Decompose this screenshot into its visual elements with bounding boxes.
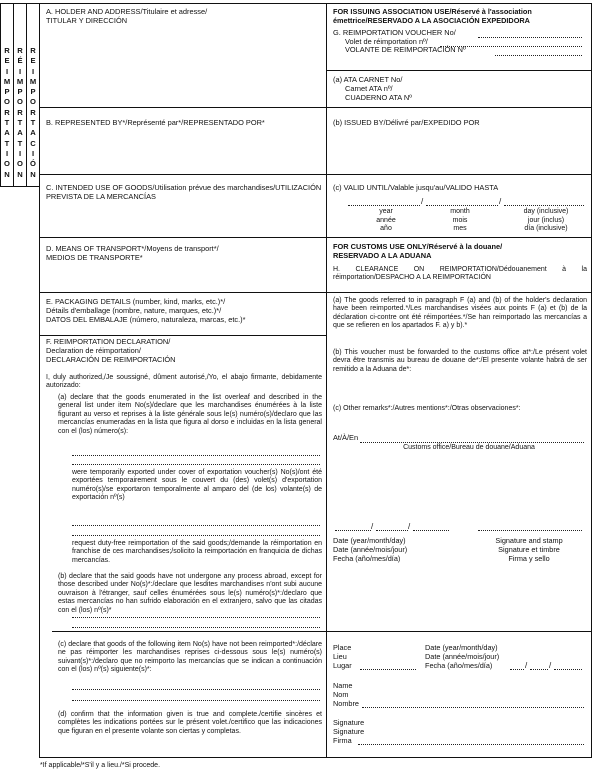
declaration-a-item-field-2[interactable] [72,464,320,465]
place-label: Place Lieu Lugar [333,643,352,671]
valid-until-label: (c) VALID UNTIL/Valable jusqu'au/VALIDO HASTA [333,183,499,192]
separator-valid-customs [326,237,591,238]
valid-day-field[interactable] [504,205,584,206]
declaration-item-c: (c) declare that goods of the following item No(s) have not been reimported*:/déclare ne pas réimporter les marchandises reprises ci-dessous sous le(s) numéro(s) suivant(s)*:/declaro que no reimporto las mercancías que se indican a continuación con el (los) nº(s) siguiente(s)*: [58,641,322,674]
declaration-item-b: (b) declare that the said goods have not undergone any process abroad, except for those described under No(s)*:/declare que lesdites marchandises n'ont subi aucune ouvraison à l'étranger, sauf celles énumérées sous le(s) numéro(s)*:/declaro que estas mercancías no han sufrido elaboración en el extranjero, salvo que las citadas con el (los) nº(s)* [58,573,322,614]
separator-b-c [39,174,326,175]
separator-customs-holder [326,631,591,632]
name-label: Name Nom Nombre [333,681,359,709]
clearance-item-c: (c) Other remarks*:/Autres mentions*:/Otras observaciones*: [333,405,521,412]
customs-signature-caption: Signature and stamp Signature et timbre Firma y sello [495,536,563,564]
separator-a-issued [326,107,591,108]
holder-date-year-field[interactable] [510,669,524,670]
customs-date-month-field[interactable] [376,530,408,531]
side-bottom-border [0,186,39,187]
separator-f-b-c [52,631,326,632]
customs-date-day-field[interactable] [413,530,449,531]
clearance-item-b: (b) This voucher must be forwarded to the customs office at*:/Le présent volet devra être transmis au bureau de douane de*:/El presente volante habrá de ser remitido a la Aduana de*: [333,349,587,373]
column-divider [326,3,327,757]
customs-use-header: FOR CUSTOMS USE ONLY/Réservé à la douane/ RESERVADO A LA ADUANA [333,242,503,260]
valid-day-caption: day (inclusive) jour (inclus) día (inclusive) [523,208,569,233]
box-d-transport-title: D. MEANS OF TRANSPORT*/Moyens de transport*/ MEDIOS DE TRANSPORTE* [46,244,219,262]
form-bottom-border [39,757,592,758]
box-c-intended-use-title: C. INTENDED USE OF GOODS/Utilisation prévue des marchandises/UTILIZACIÓN PREVISTA DE LA MERCANCÍAS [46,183,322,201]
form-top-border [39,3,591,4]
customs-date-caption: Date (year/month/day) Date (année/mois/jour) Fecha (año/mes/día) [333,536,408,564]
footnote: *If applicable/*S'il y a lieu./*Si procede. [40,762,161,769]
side-top-border [0,3,39,4]
declaration-item-a: (a) declare that the goods enumerated in the list overleaf and described in the general list under item No(s)/declare que les marchandises énumérées à la liste figurant au verso et reprises à la liste générale sous le(s) numéro(s)/declaro que las mercancías enumeradas en la lista que figura al dorso e incluidas en la lista general con el (los) número(s): [58,394,322,435]
separator-a-b [39,107,326,108]
customs-date-year-field[interactable] [335,530,371,531]
ata-carnet-label-es: CUADERNO ATA Nº [345,93,412,102]
place-field[interactable] [360,669,416,670]
holder-date-slash-1: / [525,661,528,670]
valid-year-caption: year année año [376,208,396,233]
separator-d-e [39,292,326,293]
declaration-intro: I, duly authorized,/Je soussigné, dûment autorisé,/Yo, el abajo firmante, debidamente autorizado: [46,374,322,390]
voucher-number-field-2[interactable] [440,46,582,47]
declaration-a-voucher-field-2[interactable] [72,535,320,536]
customs-signature-field[interactable] [478,530,582,531]
name-field[interactable] [362,707,584,708]
separator-c-d [39,237,326,238]
voucher-number-label-es: VOLANTE DE REIMPORTACIÓN Nº [345,45,466,54]
valid-year-field[interactable] [348,205,420,206]
form-left-border [39,3,40,757]
side-left-border [0,3,1,186]
box-e-packaging-title: E. PACKAGING DETAILS (number, kind, marks, etc.)*/ Détails d'emballage (nombre, nature, marques, etc.)*/ DATOS DEL EMBALAJE (número, naturaleza, marcas, etc.)* [46,297,246,324]
voucher-number-field-3[interactable] [495,55,582,56]
at-label: At/À/En [333,433,359,442]
holder-date-slash-2: / [549,661,552,670]
issued-by-label: (b) ISSUED BY/Délivré par/EXPEDIDO POR [333,118,480,127]
declaration-item-a-were: were temporarily exported under cover of exportation voucher(s) No(s)/ont été exportées temporairement sous le couvert du (des) volet(s) d'exportation numéro(s)/se exportaron temporalmente al amparo del (de los) volante(s) de exportación nº(s) [72,469,322,502]
box-b-represented-title: B. REPRESENTED BY*/Représenté par*/REPRESENTADO POR* [46,118,265,127]
box-f-declaration-title: F. REIMPORTATION DECLARATION/ Declaration de réimportation/ DECLARACIÓN DE REIMPORTACIÓN [46,337,176,364]
holder-date-month-field[interactable] [530,669,548,670]
customs-date-slash-2: / [408,522,411,531]
voucher-number-label-fr: Volet de réimportation nº/ [345,37,428,46]
ata-carnet-label-fr: Carnet ATA nº/ [345,84,393,93]
valid-slash-1: / [421,197,424,206]
valid-month-caption: month mois mes [450,208,470,233]
declaration-item-a-request: request duty-free reimportation of the said goods;/demande la réimportation en franchise de ces marchandises;/solicito la reimportación en franquicia de dichas mercancías. [72,540,322,564]
customs-office-field[interactable] [360,442,584,443]
valid-slash-2: / [499,197,502,206]
issuing-association-header: FOR ISSUING ASSOCIATION USE/Réservé à l'association émettrice/RESERVADO A LA ASOCIACIÓN EXPEDIDORA [333,7,532,25]
signature-field[interactable] [358,744,584,745]
declaration-c-field[interactable] [72,689,320,690]
separator-g-a [326,70,591,71]
signature-label: Signature Signature Firma [333,718,365,746]
customs-office-caption: Customs office/Bureau de douane/Aduana [403,444,535,451]
holder-date-day-field[interactable] [554,669,582,670]
clearance-item-a: (a) The goods referred to in paragraph F (a) and (b) of the holder's declaration have been reimported.*/Les marchandises visées aux points F (a) et (b) de la déclaration ci-contre ont été réimportées.*/Se han reimportado las mercancías a que se refieren en los apartados F. a) y b).* [333,297,587,330]
declaration-c-field-2[interactable] [72,700,320,701]
valid-month-field[interactable] [426,205,498,206]
customs-date-slash-1: / [371,522,374,531]
declaration-item-d: (d) confirm that the information given is true and complete./certifie sincères et complètes les indications portées sur le présent volet./certifico que las indicaciones que figuran en el presente volante son ciertas y completas. [58,711,322,735]
separator-issued-valid [326,174,591,175]
ata-carnet-label-en: (a) ATA CARNET No/ [333,75,403,84]
side-label-spanish: R E I M P O R T A C I Ó N [29,46,37,179]
separator-h-a [326,292,591,293]
form-right-border [591,3,592,757]
side-label-english: R E I M P O R T A T I O N [3,46,11,179]
side-divider-1 [13,3,14,186]
side-divider-2 [26,3,27,186]
box-a-holder-title: A. HOLDER AND ADDRESS/Titulaire et adresse/ TITULAR Y DIRECCIÓN [46,7,208,25]
side-label-french: R É I M P O R T A T I O N [16,46,24,179]
declaration-a-voucher-field[interactable] [72,525,320,526]
declaration-b-field[interactable] [72,617,320,618]
holder-date-caption: Date (year/month/day) Date (année/mois/jour) Fecha (año/mes/día) [425,643,500,671]
separator-e-f [39,335,326,336]
voucher-number-field[interactable] [478,37,582,38]
declaration-a-item-field[interactable] [72,455,320,456]
declaration-b-field-2[interactable] [72,627,320,628]
voucher-number-label-en: G. REIMPORTATION VOUCHER No/ [333,28,456,37]
clearance-title: H. CLEARANCE ON REIMPORTATION/Dédouanement à la réimportation/DESPACHO A LA REIMPORTACIÓN [333,266,587,282]
